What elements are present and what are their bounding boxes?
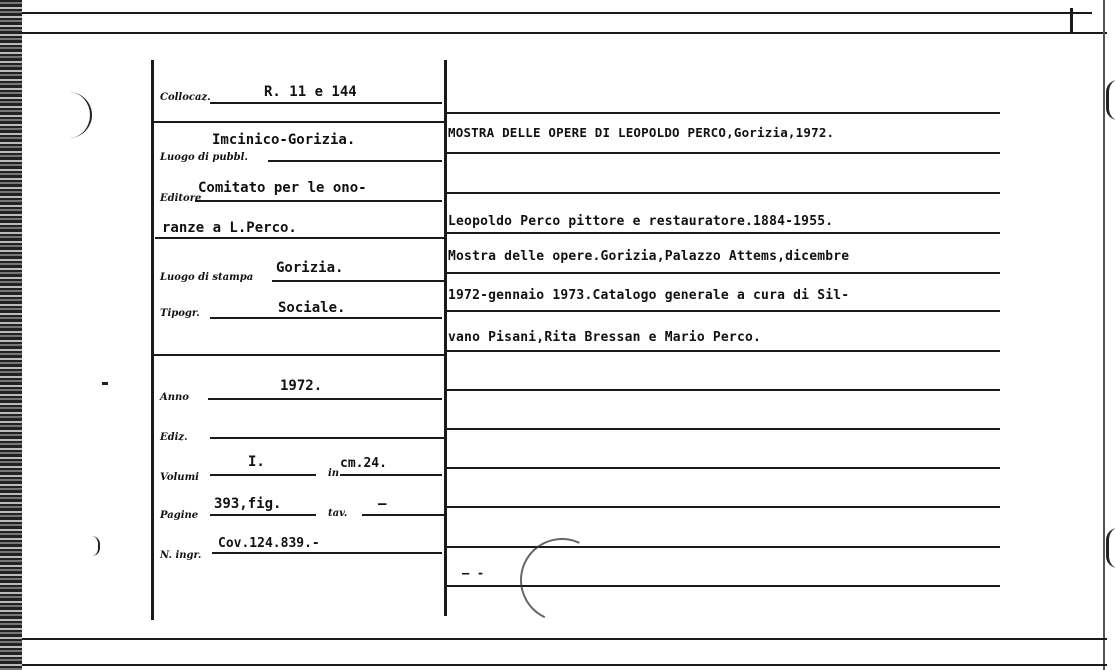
scan-dot: [102, 382, 108, 385]
rule-desc-2: [446, 192, 1000, 194]
rule-section-2: [152, 354, 444, 356]
label-editore: Editore: [160, 193, 202, 204]
value-collocazione: R. 11 e 144: [264, 84, 357, 100]
rule-anno: [208, 398, 442, 400]
rule-desc-9: [446, 467, 1000, 469]
scan-left-edge: [0, 0, 22, 670]
description-line-6: vano Pisani,Rita Bressan e Mario Perco.: [448, 330, 762, 345]
card-middle-rule: [444, 60, 447, 616]
label-formato: in: [328, 468, 340, 479]
value-tipogr: Sociale.: [278, 300, 346, 316]
description-line-4: Mostra delle opere.Gorizia,Palazzo Attems,dicembre: [448, 249, 850, 264]
rule-collocazione: [210, 102, 442, 104]
top-right-bracket: [1070, 8, 1073, 34]
bottom-border-line-2: [22, 664, 1107, 666]
value-pagine: 393,fig.: [214, 496, 282, 512]
rule-desc-1: [446, 152, 1000, 154]
label-n-ingr: N. ingr.: [160, 550, 202, 561]
description-line-1: MOSTRA DELLE OPERE DI LEOPOLDO PERCO,Gorizia,1972.: [448, 125, 835, 140]
value-formato: cm.24.: [340, 456, 387, 471]
rule-luogo-pubbl: [268, 160, 442, 162]
description-line-5: 1972-gennaio 1973.Catalogo generale a cura di Sil-: [448, 288, 850, 303]
ink-stamp-arc: [508, 526, 616, 634]
punch-hole-left-bottom: [92, 536, 100, 556]
rule-luogo-stampa: [272, 280, 444, 282]
rule-ediz: [210, 437, 444, 439]
rule-desc-6: [446, 350, 1000, 352]
label-volumi: Volumi: [160, 472, 199, 483]
value-tav: —: [378, 496, 387, 512]
rule-desc-4: [446, 272, 1000, 274]
label-collocazione: Collocaz.: [160, 92, 211, 103]
rule-editore-1: [195, 200, 442, 202]
top-border-line-2: [22, 32, 1107, 34]
value-editore-line2: ranze a L.Perco.: [162, 220, 297, 236]
rule-tipogr: [210, 317, 442, 319]
rule-pagine-a: [210, 514, 316, 516]
label-tav: tav.: [328, 508, 348, 519]
label-tipogr: Tipogr.: [160, 308, 200, 319]
rule-section-1: [152, 121, 444, 123]
label-luogo-stampa: Luogo di stampa: [160, 272, 254, 283]
rule-n-ingr: [212, 552, 442, 554]
value-luogo-pubbl: Imcinico-Gorizia.: [212, 132, 356, 148]
rule-desc-7: [446, 389, 1000, 391]
rule-desc-10: [446, 506, 1000, 508]
rule-desc-5: [446, 310, 1000, 312]
label-anno: Anno: [160, 392, 189, 403]
label-pagine: Pagine: [160, 510, 199, 521]
description-line-3: Leopoldo Perco pittore e restauratore.1884-1955.: [448, 214, 834, 229]
punch-hole-left-top: [60, 92, 92, 138]
top-border-line: [22, 12, 1092, 14]
marginal-mark: — -: [462, 566, 485, 580]
value-anno: 1972.: [280, 378, 323, 394]
rule-desc-3: [446, 232, 1000, 234]
rule-pagine-b: [362, 514, 444, 516]
rule-volumi-a: [210, 474, 316, 476]
value-editore-line1: Comitato per le ono-: [198, 180, 367, 196]
right-edge: [1103, 0, 1105, 670]
value-n-ingr: Cov.124.839.-: [218, 536, 320, 551]
label-luogo-pubbl: Luogo di pubbl.: [160, 152, 248, 163]
value-volumi: I.: [248, 454, 265, 470]
value-luogo-stampa: Gorizia.: [276, 260, 344, 276]
bottom-border-line: [22, 638, 1107, 640]
rule-desc-11: [446, 546, 1000, 548]
punch-hole-right-bottom: [1106, 528, 1115, 568]
punch-hole-right: [1106, 80, 1115, 120]
rule-desc-0: [446, 112, 1000, 114]
label-ediz: Ediz.: [160, 432, 188, 443]
rule-volumi-b: [340, 474, 442, 476]
rule-desc-8: [446, 428, 1000, 430]
card-left-rule: [151, 60, 154, 620]
rule-editore-2: [155, 237, 444, 239]
